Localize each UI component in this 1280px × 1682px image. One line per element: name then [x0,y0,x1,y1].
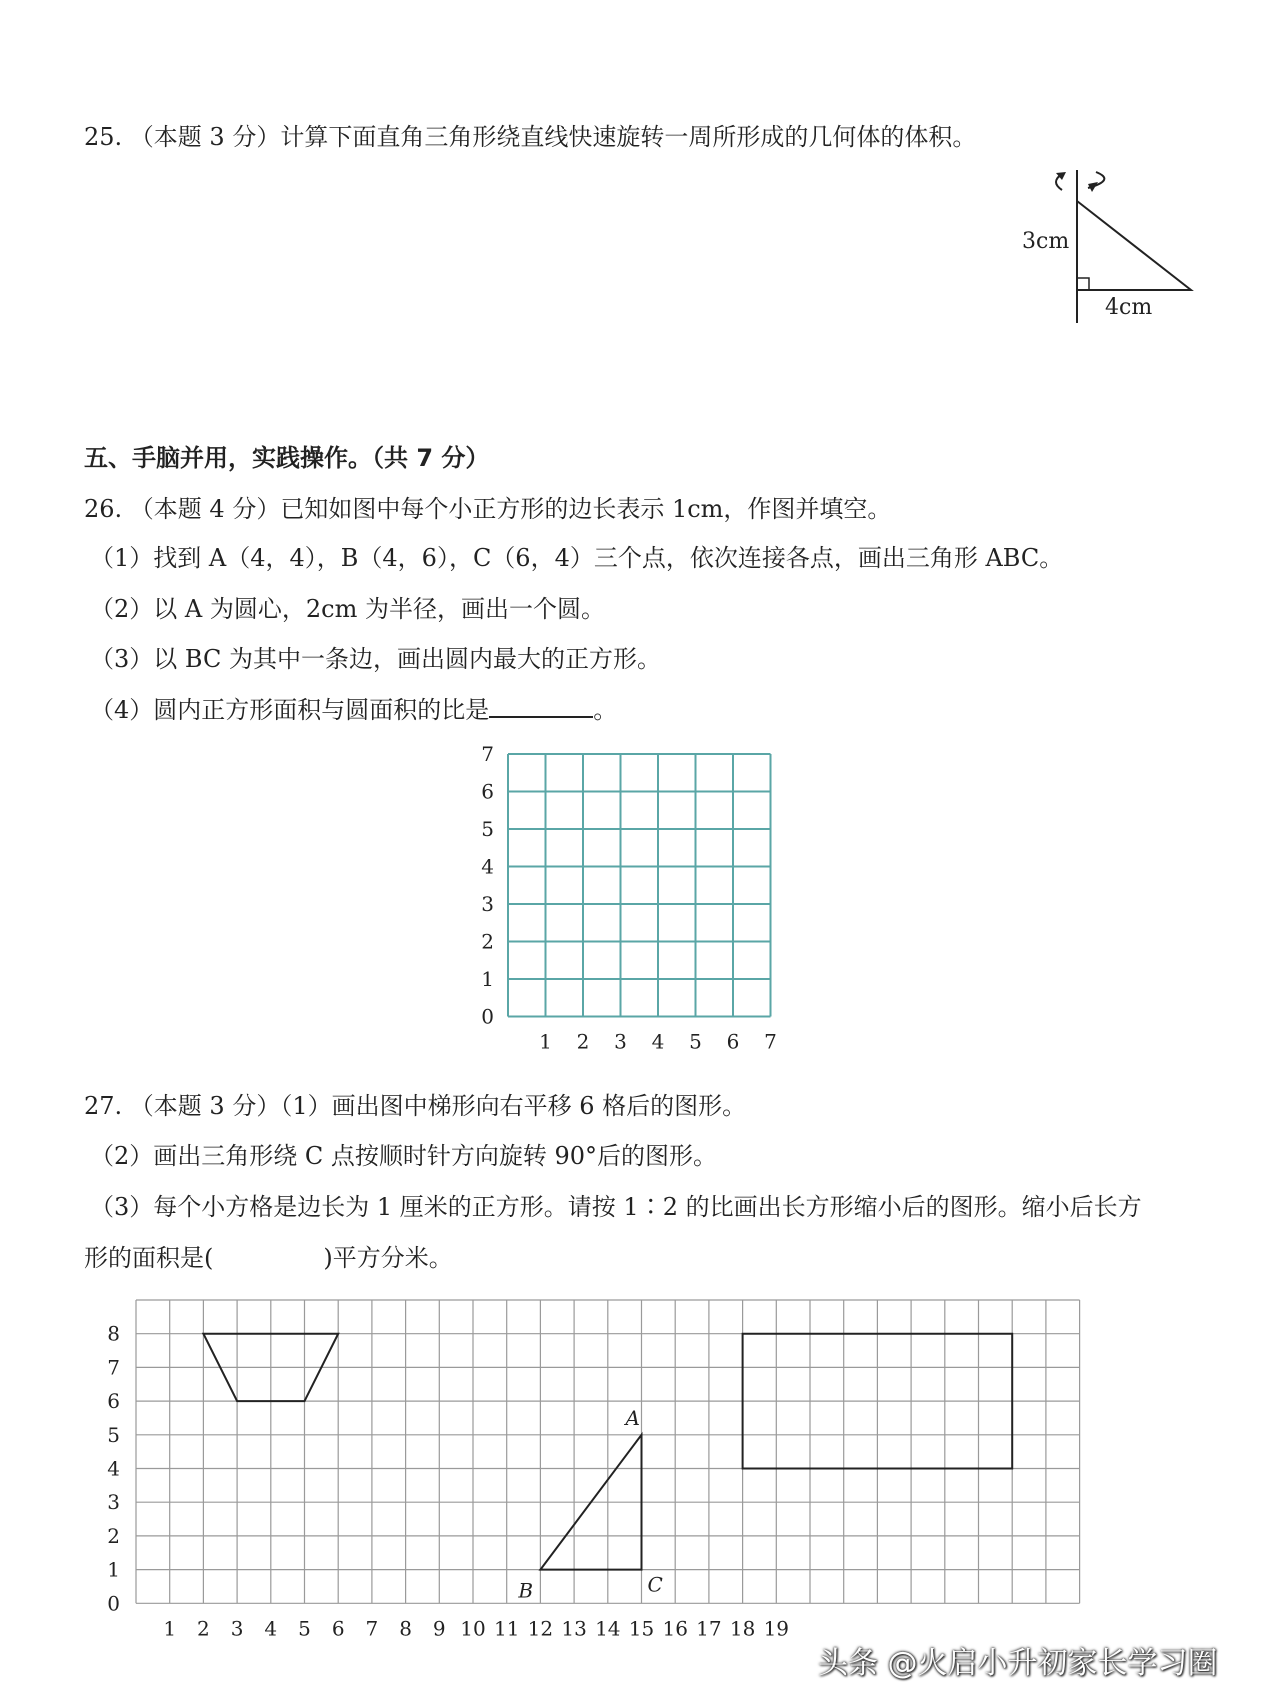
q27-part2: （2）画出三角形绕 C 点按顺时针方向旋转 90°后的图形。 [90,1142,718,1170]
y-tick-label: 1 [107,1557,120,1582]
q27-drawing-grid [80,1280,1210,1680]
x-tick-label: 2 [576,1029,590,1054]
q26-part1: （1）找到 A（4，4），B（4，6），C（6，4）三个点，依次连接各点，画出三角形 ABC。 [90,544,1064,572]
x-tick-label: 4 [651,1029,665,1054]
x-tick-label: 2 [197,1616,210,1641]
x-tick-label: 1 [163,1616,177,1641]
x-tick-label: 1 [539,1029,552,1054]
q26-part4 [90,694,617,725]
right-triangle [1077,201,1191,290]
q26-part4-end: 。 [593,696,618,724]
x-tick-label: 5 [298,1616,311,1641]
x-tick-label: 6 [726,1029,740,1054]
y-tick-label: 1 [481,967,494,991]
q26-part3: （3）以 BC 为其中一条边，画出圆内最大的正方形。 [90,645,661,673]
q26-part2: （2）以 A 为圆心，2cm 为半径，画出一个圆。 [90,595,605,623]
base-label: 4cm [1105,295,1153,320]
point-label-c: C [647,1572,663,1597]
q26-intro: 26. （本题 4 分）已知如图中每个小正方形的边长表示 1cm，作图并填空。 [84,495,892,523]
x-tick-label: 9 [432,1616,446,1641]
y-tick-label: 8 [107,1321,120,1346]
section-heading: 五、手脑并用，实践操作。（共 7 分） [84,444,490,472]
x-tick-label: 15 [628,1616,655,1641]
x-tick-label: 8 [399,1616,412,1641]
y-tick-label: 7 [107,1355,120,1380]
q26-coordinate-grid [470,742,810,1068]
q27-part3-line2 [84,1243,453,1273]
x-tick-label: 10 [460,1616,486,1641]
height-label: 3cm [1022,229,1070,254]
y-tick-label: 2 [481,929,494,954]
y-tick-label: 6 [107,1389,120,1414]
answer-blank[interactable] [489,694,593,718]
y-tick-label: 5 [107,1422,120,1447]
q27-part3-end: )平方分米。 [323,1244,453,1272]
q25-text: 25. （本题 3 分）计算下面直角三角形绕直线快速旋转一周所形成的几何体的体积。 [84,123,977,151]
y-tick-label: 4 [481,854,494,879]
x-tick-label: 16 [662,1616,688,1641]
x-tick-label: 13 [561,1616,587,1641]
watermark: 头条 @火启小升初家长学习圈 [818,1646,1218,1681]
q26-part4-text: （4）圆内正方形面积与圆面积的比是 [90,696,490,724]
point-label-a: A [625,1405,640,1430]
y-tick-label: 3 [481,892,494,916]
right-angle-mark [1077,278,1089,290]
y-tick-label: 0 [107,1591,120,1616]
x-tick-label: 5 [689,1029,702,1054]
x-tick-label: 6 [331,1616,345,1641]
x-tick-label: 7 [365,1616,379,1641]
y-tick-label: 7 [481,742,494,766]
q25-triangle-figure [1010,168,1210,328]
rotation-arrowhead-right-icon [1088,182,1098,192]
y-tick-label: 5 [481,817,494,841]
x-tick-label: 19 [763,1616,790,1641]
x-tick-label: 14 [595,1616,621,1641]
q27-intro: 27. （本题 3 分）（1）画出图中梯形向右平移 6 格后的图形。 [84,1092,747,1120]
x-tick-label: 18 [729,1616,756,1641]
x-tick-label: 4 [264,1616,278,1641]
x-tick-label: 17 [696,1616,722,1641]
x-tick-label: 12 [527,1616,554,1641]
x-tick-label: 3 [614,1029,627,1054]
q27-part3-line1: （3）每个小方格是边长为 1 厘米的正方形。请按 1∶2 的比画出长方形缩小后的图形。缩小后长方 [90,1193,1142,1221]
y-tick-label: 0 [481,1004,494,1029]
x-tick-label: 3 [230,1616,244,1641]
y-tick-label: 6 [481,779,494,804]
point-label-b: B [518,1578,534,1603]
y-tick-label: 3 [107,1490,120,1515]
x-tick-label: 7 [764,1029,777,1054]
y-tick-label: 2 [107,1523,120,1548]
q27-part3-text: 形的面积是( [84,1244,214,1272]
y-tick-label: 4 [107,1456,120,1481]
x-tick-label: 11 [493,1616,520,1641]
